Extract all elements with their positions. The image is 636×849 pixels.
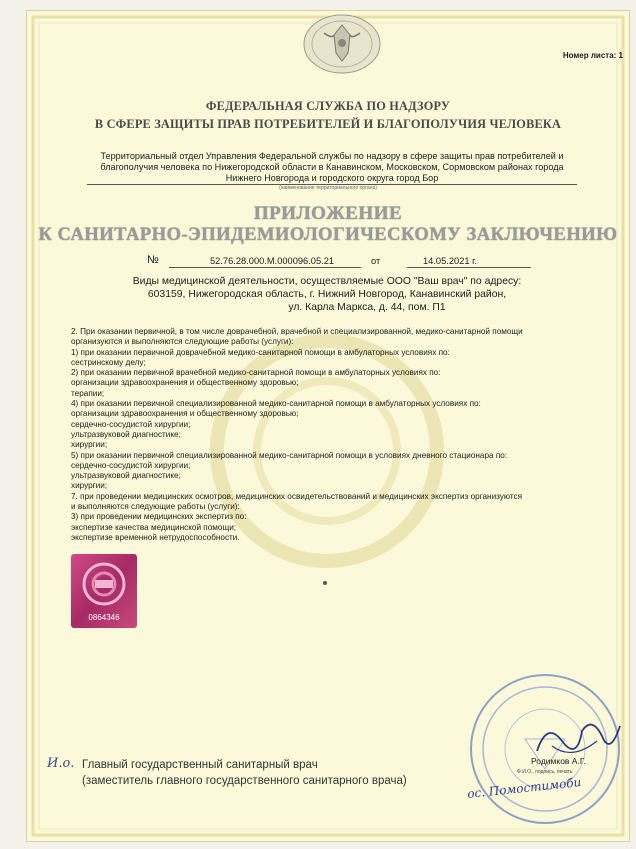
services-line: 4) при оказании первичной специализированной медико-санитарной помощи в амбулаторных условиях по: (71, 399, 481, 409)
coat-of-arms-emblem (302, 13, 382, 75)
services-line: организации здравоохранения и общественному здоровью; (71, 378, 299, 388)
date-underline (407, 267, 531, 268)
services-line: терапии; (71, 388, 105, 398)
services-line: 5) при оказании первичной специализированной медико-санитарной помощи в условиях дневного стационара по: (71, 450, 508, 460)
services-line: организации здравоохранения и общественному здоровью; (71, 409, 299, 419)
services-line: и выполняются следующие работы (услуги): (71, 502, 240, 512)
services-line: ультразвуковой диагностике; (71, 471, 181, 481)
services-line: 1) при оказании первичной доврачебной медико-санитарной помощи в амбулаторных условиях по: (71, 347, 450, 357)
territorial-body-line1: Территориальный отдел Управления Федеральной службы по надзору в сфере защиты прав потребителей и (100, 151, 564, 161)
hologram-number: 0864346 (88, 613, 120, 622)
territorial-body-caption: (наименование территориального органа) (279, 185, 377, 191)
sheet-number: Номер листа: 1 (562, 51, 623, 60)
agency-name-line1: ФЕДЕРАЛЬНАЯ СЛУЖБА ПО НАДЗОРУ (205, 99, 451, 113)
from-label: от (371, 256, 381, 266)
services-line: хирургии; (71, 481, 108, 491)
acting-handwritten: И.о. (47, 756, 75, 771)
intro-line1: Виды медицинской деятельности, осуществляемые ООО "Ваш врач" по адресу: (132, 276, 522, 287)
services-line: сердечно-сосудистой хирургии; (71, 419, 191, 429)
services-list (71, 327, 623, 543)
signer-name: Родимков А.Г. (531, 756, 586, 766)
territorial-body-line2: благополучия человека по Нижегородской области в Канавинском, Московском, Сормовском районах города (100, 162, 564, 172)
territorial-body-line3: Нижнего Новгорода и городского округа город Бор (225, 173, 439, 183)
services-line: сестринскому делу; (71, 357, 146, 367)
document-title-line2: К САНИТАРНО-ЭПИДЕМИОЛОГИЧЕСКОМУ ЗАКЛЮЧЕНИЮ (38, 225, 618, 245)
services-line: сердечно-сосудистой хирургии; (71, 460, 191, 470)
agency-name-line2: В СФЕРЕ ЗАЩИТЫ ПРАВ ПОТРЕБИТЕЛЕЙ И БЛАГОПОЛУЧИЯ ЧЕЛОВЕКА (94, 117, 562, 131)
services-line: 7. при проведении медицинских осмотров, медицинских освидетельствований и медицинских экспертиз организуются (71, 491, 523, 501)
services-line: 3) при проведении медицинских экспертиз по: (71, 512, 247, 522)
certificate-sheet (26, 10, 630, 842)
services-line: экспертизе качества медицинской помощи; (71, 522, 237, 532)
conclusion-date: 14.05.2021 г. (423, 256, 477, 266)
conclusion-number: 52.76.28.000.М.000096.05.21 (210, 256, 335, 266)
deputy-title: (заместитель главного государственного санитарного врача) (82, 775, 407, 787)
services-line: 2) при оказании первичной врачебной медико-санитарной помощи в амбулаторных условиях по: (71, 368, 441, 378)
services-line: экспертизе временной нетрудоспособности. (71, 532, 240, 542)
services-line: хирургии; (71, 440, 108, 450)
handwritten-note: ос. Помостимоби (466, 775, 582, 801)
hologram-sticker (71, 554, 137, 628)
chief-doctor-title: Главный государственный санитарный врач (82, 759, 318, 771)
services-line: организуются и выполняются следующие работы (услуги): (71, 337, 294, 347)
document-title-line1: ПРИЛОЖЕНИЕ (253, 203, 403, 224)
punch-mark (323, 581, 327, 585)
intro-line3: ул. Карла Маркса, д. 44, пом. П1 (288, 302, 446, 313)
signer-caption: Ф.И.О., подпись, печать (517, 769, 573, 775)
services-line: 2. При оказании первичной, в том числе доврачебной, врачебной и специализированной, медико-санитарной помощи (71, 327, 523, 336)
number-underline (169, 267, 361, 268)
number-symbol: № (147, 254, 159, 266)
services-line: ультразвуковой диагностике; (71, 429, 181, 439)
intro-line2: 603159, Нижегородская область, г. Нижний Новгород, Канавинский район, (147, 289, 507, 300)
